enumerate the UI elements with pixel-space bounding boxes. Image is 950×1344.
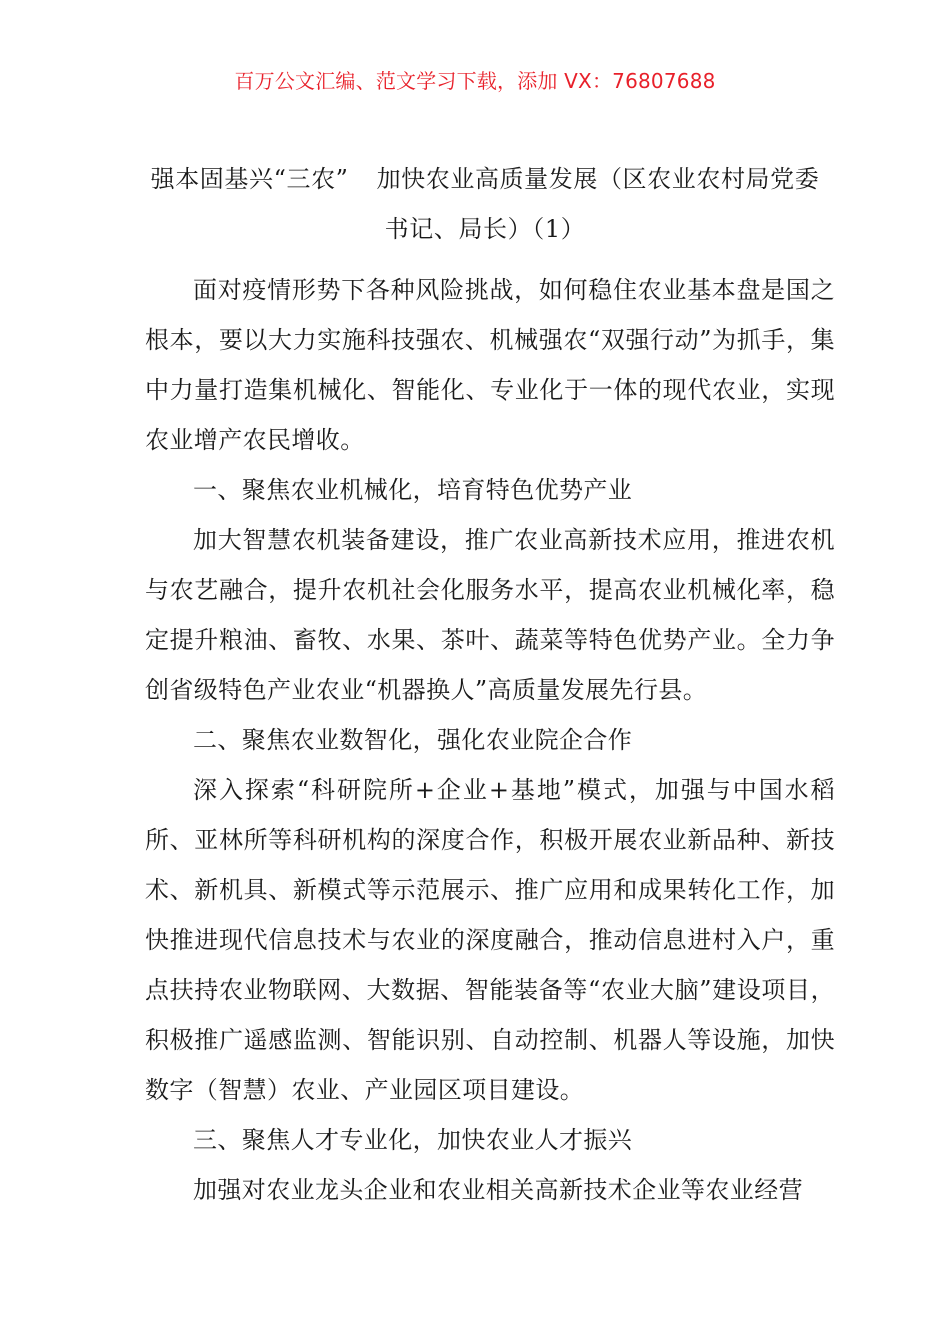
section-heading-1: 一、聚焦农业机械化，培育特色优势产业 [193, 476, 633, 504]
title-part-2: 加快农业高质量发展（区农业农村局党委书记、局长）（1） [376, 165, 820, 243]
watermark-banner: 百万公文汇编、范文学习下载，添加 VX：76807688 [234, 69, 716, 93]
intro-paragraph: 面对疫情形势下各种风险挑战，如何稳住农业基本盘是国之根本，要以大力实施科技强农、机械强农“双强行动”为抓手，集中力量打造集机械化、智能化、专业化于一体的现代农业，实现农业增产农民增收。 [145, 276, 835, 454]
section-heading-3: 三、聚焦人才专业化，加快农业人才振兴 [193, 1126, 633, 1154]
section-heading-2: 二、聚焦农业数智化，强化农业院企合作 [193, 726, 633, 754]
section-1-paragraph: 加大智慧农机装备建设，推广农业高新技术应用，推进农机与农艺融合，提升农机社会化服务水平，提高农业机械化率，稳定提升粮油、畜牧、水果、茶叶、蔬菜等特色优势产业。全力争创省级特色产业农业“机器换人”高质量发展先行县。 [145, 526, 835, 704]
document-body [145, 265, 835, 1215]
document-title [145, 154, 825, 254]
title-part-1: 强本固基兴“三农” [150, 165, 349, 193]
section-2-paragraph: 深入探索“科研院所+企业+基地”模式，加强与中国水稻所、亚林所等科研机构的深度合作，积极开展农业新品种、新技术、新机具、新模式等示范展示、推广应用和成果转化工作，加快推进现代信息技术与农业的深度融合，推动信息进村入户，重点扶持农业物联网、大数据、智能装备等“农业大脑”建设项目，积极推广遥感监测、智能识别、自动控制、机器人等设施，加快数字（智慧）农业、产业园区项目建设。 [145, 776, 835, 1104]
section-3-paragraph: 加强对农业龙头企业和农业相关高新技术企业等农业经营 [193, 1176, 803, 1204]
